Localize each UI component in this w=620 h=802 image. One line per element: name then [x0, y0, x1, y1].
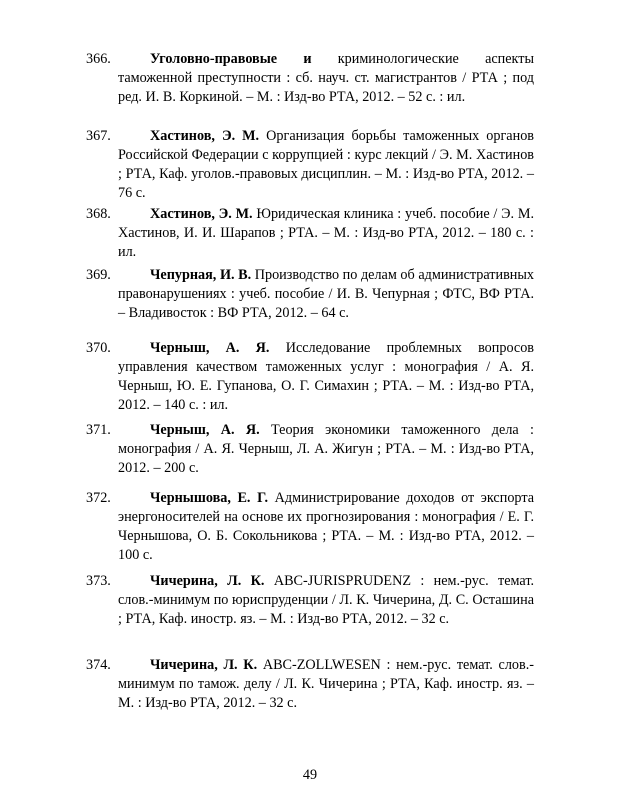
bibliography-entry-374 — [86, 656, 534, 713]
entry-description: криминологические аспекты таможенной преступности : сб. науч. ст. магистрантов / РТА ; под ред. И. В. Коркиной. – М. : Изд-во РТА, 2012. – 52 с. : ил. — [118, 51, 534, 105]
entry-author: Чичерина, Л. К. — [150, 573, 265, 589]
bibliography-entry-373 — [86, 572, 534, 629]
bibliography-entry-368 — [86, 205, 534, 262]
bibliography-entry-372 — [86, 489, 534, 565]
entry-author: Хастинов, Э. М. — [150, 128, 260, 144]
entry-description: Исследование проблемных вопросов управления качеством таможенных услуг : монография / А. Я. Черныш, Ю. Е. Гупанова, О. Г. Симахин ; РТА. – М. : Изд-во РТА, 2012. – 140 с. : ил. — [118, 340, 534, 413]
entry-author: Черныш, А. Я. — [150, 422, 260, 438]
entry-text — [118, 656, 534, 713]
entry-author: Чернышова, Е. Г. — [150, 490, 269, 506]
entry-text — [118, 266, 534, 323]
entry-number: 369. — [86, 267, 111, 283]
bibliography-entry-370 — [86, 339, 534, 415]
entry-number: 367. — [86, 128, 111, 144]
entry-text — [118, 127, 534, 203]
bibliography-entry-366 — [86, 50, 534, 107]
entry-description: Производство по делам об административных правонарушениях : учеб. пособие / И. В. Чепурная ; ФТС, ВФ РТА. – Владивосток : ВФ РТА, 2012. – 64 с. — [118, 267, 535, 321]
entry-text — [118, 50, 534, 107]
entry-number: 373. — [86, 573, 111, 589]
entry-text — [118, 572, 534, 629]
entry-description: Администрирование доходов от экспорта энергоносителей на основе их прогнозирования : монография / Е. Г. Чернышова, О. Б. Сокольникова ; РТА. – М. : Изд-во РТА, 2012. – 100 с. — [118, 490, 534, 563]
entry-text — [118, 339, 534, 415]
entry-description: Организация борьбы таможенных органов Российской Федерации с коррупцией : курс лекций / Э. М. Хастинов ; РТА, Каф. уголов.-правовых дисциплин. – М. : Изд-во РТА, 2012. – 76 с. — [118, 128, 534, 201]
bibliography-entry-371 — [86, 421, 534, 478]
entry-number: 366. — [86, 51, 111, 67]
entry-number: 371. — [86, 422, 111, 438]
entry-number: 370. — [86, 340, 111, 356]
entry-text — [118, 421, 534, 478]
entry-author: Черныш, А. Я. — [150, 340, 270, 356]
entry-author: Хастинов, Э. М. — [150, 206, 253, 222]
entry-number: 372. — [86, 490, 111, 506]
page-number: 49 — [302, 767, 318, 783]
entry-text — [118, 205, 534, 262]
bibliography-entry-367 — [86, 127, 534, 203]
entry-author: Уголовно-правовые и — [150, 51, 312, 67]
entry-description: Юридическая клиника : учеб. пособие / Э. М. Хастинов, И. И. Шарапов ; РТА. – М. : Изд-во РТА, 2012. – 180 с. : ил. — [118, 206, 534, 260]
entry-description: ABC-JURISPRUDENZ : нем.-рус. темат. слов.-минимум по юриспруденции / Л. К. Чичерина, Д. С. Осташина ; РТА, Каф. иностр. яз. – М. : Изд-во РТА, 2012. – 32 с. — [118, 573, 534, 627]
entry-number: 374. — [86, 657, 111, 673]
entry-author: Чепурная, И. В. — [150, 267, 252, 283]
entry-description: ABC-ZOLLWESEN : нем.-рус. темат. слов.-минимум по тамож. делу / Л. К. Чичерина ; РТА, Каф. иностр. яз. – М. : Изд-во РТА, 2012. – 32 с. — [118, 657, 534, 711]
entry-author: Чичерина, Л. К. — [150, 657, 258, 673]
entry-number: 368. — [86, 206, 111, 222]
entry-description: Теория экономики таможенного дела : монография / А. Я. Черныш, Л. А. Жигун ; РТА. – М. : Изд-во РТА, 2012. – 200 с. — [118, 422, 535, 476]
entry-text — [118, 489, 534, 565]
bibliography-entry-369 — [86, 266, 534, 323]
